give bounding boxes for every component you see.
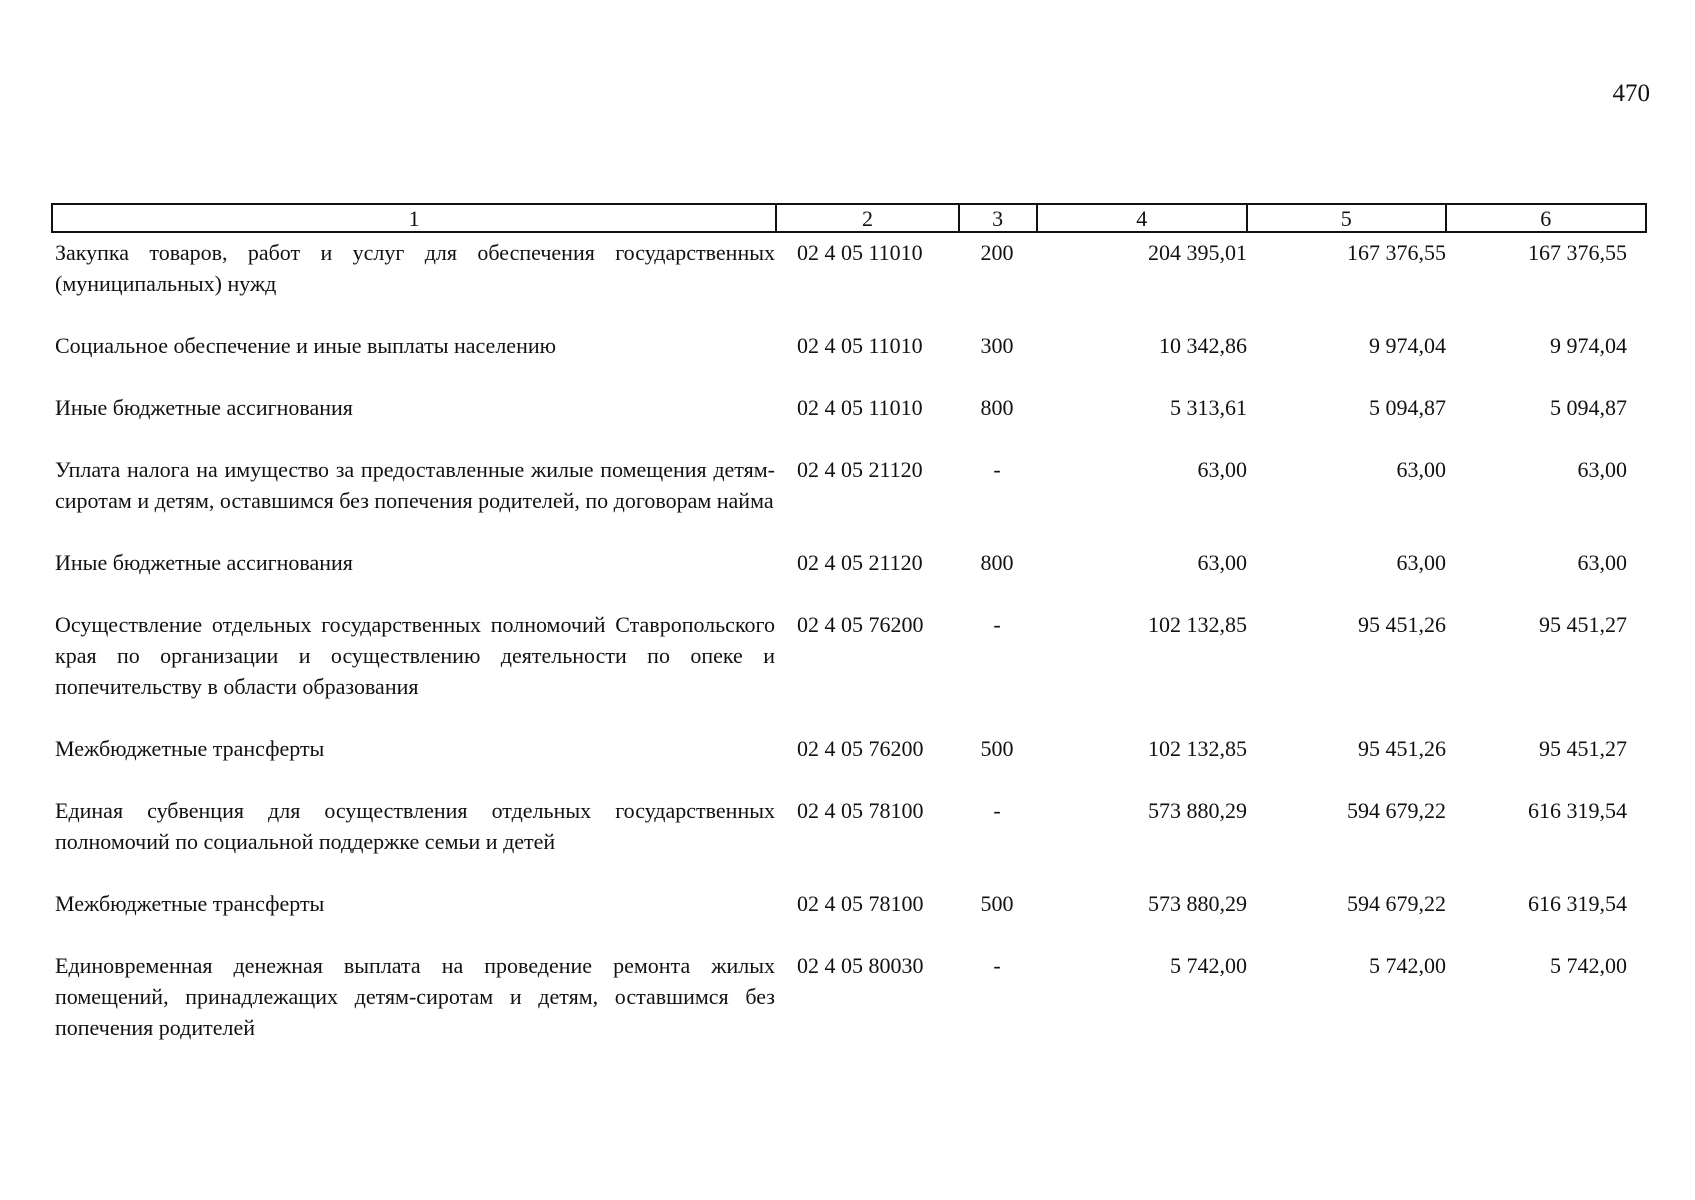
row-code: 02 4 05 76200 xyxy=(797,612,924,637)
row-value-col6: 5 094,87 xyxy=(1550,395,1627,420)
header-col-6: 6 xyxy=(1540,206,1552,231)
row-value-col6: 63,00 xyxy=(1577,457,1627,482)
row-value-col6: 9 974,04 xyxy=(1550,333,1627,358)
row-value-col4: 63,00 xyxy=(1197,457,1247,482)
row-name: Единая субвенция для осуществления отдельных государственных полномочий по социальной поддержке семьи и детей xyxy=(55,798,775,854)
row-expense-type: - xyxy=(993,457,1001,482)
row-value-col5: 594 679,22 xyxy=(1347,798,1446,823)
row-value-col5: 95 451,26 xyxy=(1358,736,1446,761)
table-row xyxy=(55,547,1645,578)
row-code: 02 4 05 11010 xyxy=(797,240,923,265)
row-value-col5: 63,00 xyxy=(1396,550,1446,575)
row-name: Единовременная денежная выплата на проведение ремонта жилых помещений, принадлежащих детям-сиротам и детям, оставшимся без попечения родителей xyxy=(55,953,775,1040)
row-code: 02 4 05 21120 xyxy=(797,457,923,482)
row-value-col6: 5 742,00 xyxy=(1550,953,1627,978)
table-header-row xyxy=(51,203,1647,233)
row-name: Межбюджетные трансферты xyxy=(55,891,325,916)
row-value-col6: 95 451,27 xyxy=(1539,612,1627,637)
row-expense-type: 800 xyxy=(980,395,1014,420)
table-row xyxy=(55,950,1645,1043)
row-value-col4: 102 132,85 xyxy=(1148,612,1247,637)
row-value-col6: 616 319,54 xyxy=(1528,798,1627,823)
row-code: 02 4 05 11010 xyxy=(797,395,923,420)
row-code: 02 4 05 78100 xyxy=(797,891,924,916)
table-row xyxy=(55,392,1645,423)
row-code: 02 4 05 11010 xyxy=(797,333,923,358)
header-col-4: 4 xyxy=(1038,205,1248,231)
row-expense-type: - xyxy=(993,953,1001,978)
header-col-2: 2 xyxy=(777,205,960,231)
table-row xyxy=(55,609,1645,702)
row-value-col6: 95 451,27 xyxy=(1539,736,1627,761)
row-value-col6: 616 319,54 xyxy=(1528,891,1627,916)
row-name: Уплата налога на имущество за предоставленные жилые помещения детям-сиротам и детям, оставшимся без попечения родителей, по договорам найма xyxy=(55,457,775,513)
table-row xyxy=(55,888,1645,919)
row-expense-type: 500 xyxy=(980,891,1014,916)
row-value-col5: 5 094,87 xyxy=(1369,395,1446,420)
table-body xyxy=(55,237,1645,1074)
row-value-col5: 5 742,00 xyxy=(1369,953,1446,978)
row-name: Закупка товаров, работ и услуг для обеспечения государственных (муниципальных) нужд xyxy=(55,240,775,296)
row-value-col4: 5 742,00 xyxy=(1170,953,1247,978)
row-value-col4: 102 132,85 xyxy=(1148,736,1247,761)
row-code: 02 4 05 78100 xyxy=(797,798,924,823)
row-name: Иные бюджетные ассигнования xyxy=(55,395,353,420)
row-value-col6: 167 376,55 xyxy=(1528,240,1627,265)
row-value-col4: 5 313,61 xyxy=(1170,395,1247,420)
table-row xyxy=(55,330,1645,361)
row-expense-type: 300 xyxy=(980,333,1014,358)
row-code: 02 4 05 80030 xyxy=(797,953,924,978)
row-value-col5: 63,00 xyxy=(1396,457,1446,482)
row-value-col4: 573 880,29 xyxy=(1148,798,1247,823)
row-expense-type: 500 xyxy=(980,736,1014,761)
row-value-col6: 63,00 xyxy=(1577,550,1627,575)
row-value-col5: 9 974,04 xyxy=(1369,333,1446,358)
table-row xyxy=(55,795,1645,857)
header-col-5: 5 xyxy=(1248,205,1447,231)
row-expense-type: - xyxy=(993,612,1001,637)
row-name: Межбюджетные трансферты xyxy=(55,736,325,761)
row-code: 02 4 05 21120 xyxy=(797,550,923,575)
row-expense-type: 800 xyxy=(980,550,1014,575)
row-value-col4: 63,00 xyxy=(1197,550,1247,575)
row-value-col4: 204 395,01 xyxy=(1148,240,1247,265)
table-row xyxy=(55,733,1645,764)
row-name: Иные бюджетные ассигнования xyxy=(55,550,353,575)
row-value-col4: 573 880,29 xyxy=(1148,891,1247,916)
row-expense-type: 200 xyxy=(980,240,1014,265)
row-value-col5: 594 679,22 xyxy=(1347,891,1446,916)
table-row xyxy=(55,237,1645,299)
row-value-col4: 10 342,86 xyxy=(1159,333,1247,358)
row-name: Социальное обеспечение и иные выплаты населению xyxy=(55,333,557,358)
row-code: 02 4 05 76200 xyxy=(797,736,924,761)
header-col-3: 3 xyxy=(960,205,1038,231)
table-row xyxy=(55,454,1645,516)
row-value-col5: 95 451,26 xyxy=(1358,612,1446,637)
row-name: Осуществление отдельных государственных полномочий Ставропольского края по организации и осуществлению деятельности по опеке и попечительству в области образования xyxy=(55,612,775,699)
row-value-col5: 167 376,55 xyxy=(1347,240,1446,265)
page-number: 470 xyxy=(1612,80,1650,107)
row-expense-type: - xyxy=(993,798,1001,823)
header-col-1: 1 xyxy=(53,205,777,231)
